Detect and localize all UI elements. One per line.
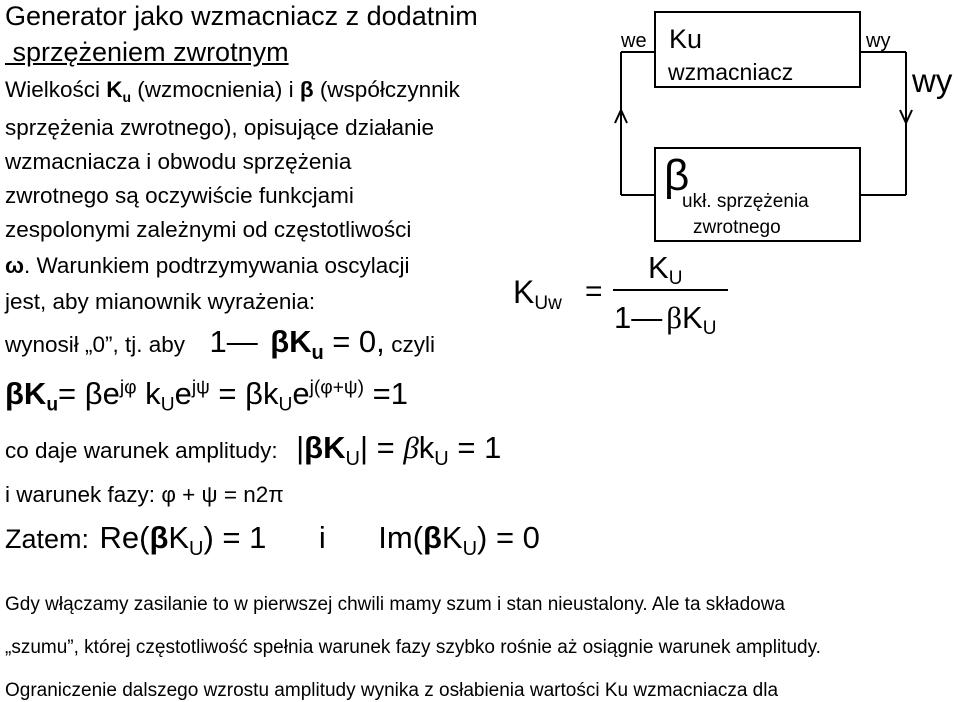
intro-line-7: jest, aby mianownik wyrażenia: — [5, 289, 316, 314]
intro-line-2: sprzężenia zwrotnego), opisujące działanie — [5, 115, 434, 140]
intro-line-6: ω. Warunkiem podtrzymywania oscylacji — [5, 253, 410, 278]
feedback-label-line2: zwrotnego — [693, 217, 781, 238]
bottom-line-3: Ograniczenie dalszego wzrostu amplitudy wynika z osłabienia wartości Ku wzmacniacza dla — [5, 680, 779, 701]
oscillation-formula: $\beta K_u= \beta e^{j\varphi}$ $k_Ue^{j\psi} = \beta k_Ue^{j(\varphi+\psi)} =1$ — [5, 376, 408, 416]
intro-line-1: Wielkości $K_u$ (wzmocnienia) i β (współczynnik — [5, 77, 460, 105]
page-subtitle: sprzężeniem zwrotnym — [5, 37, 289, 67]
phase-condition: i warunek fazy: φ + ψ = n2π — [5, 482, 284, 507]
condition-line: wynosił „0”, tj. aby 1— βKu = 0, czyli — [5, 324, 435, 364]
output-label-big: wy — [912, 62, 953, 99]
output-label-small: wy — [866, 30, 891, 52]
bottom-line-2: „szumu”, której częstotliwość spełnia warunek fazy szybko rośnie aż osiągnie warunek amplitudy. — [5, 637, 821, 658]
feedback-beta-label: β — [664, 151, 690, 200]
zatem-line: Zatem: Re(βKU) = 1 i Im(βKU) = 0 — [5, 520, 540, 560]
fraction-lhs: KUw — [513, 274, 562, 314]
fraction-denominator: 1— βKU — [614, 300, 717, 339]
fraction-equals: = — [585, 275, 603, 308]
input-label: we — [621, 30, 647, 52]
amplitude-condition: co daje warunek amplitudy: |βKU| = βkU = 1 — [5, 430, 502, 470]
feedback-label-line1: ukł. sprzężenia — [682, 191, 809, 212]
page-title: Generator jako wzmacniacz z dodatnim — [5, 1, 478, 31]
bottom-line-1: Gdy włączamy zasilanie to w pierwszej chwili mamy szum i stan nieustalony. Ale ta składowa — [5, 594, 786, 615]
fraction-numerator: KU — [648, 250, 683, 289]
intro-line-5: zespolonymi zależnymi od częstotliwości — [5, 217, 412, 242]
intro-line-4: zwrotnego są oczywiście funkcjami — [5, 183, 354, 208]
amplifier-label-top: Ku — [669, 24, 703, 54]
intro-line-3: wzmacniacza i obwodu sprzężenia — [5, 149, 352, 174]
amplifier-label-bottom: wzmacniacz — [668, 59, 794, 85]
